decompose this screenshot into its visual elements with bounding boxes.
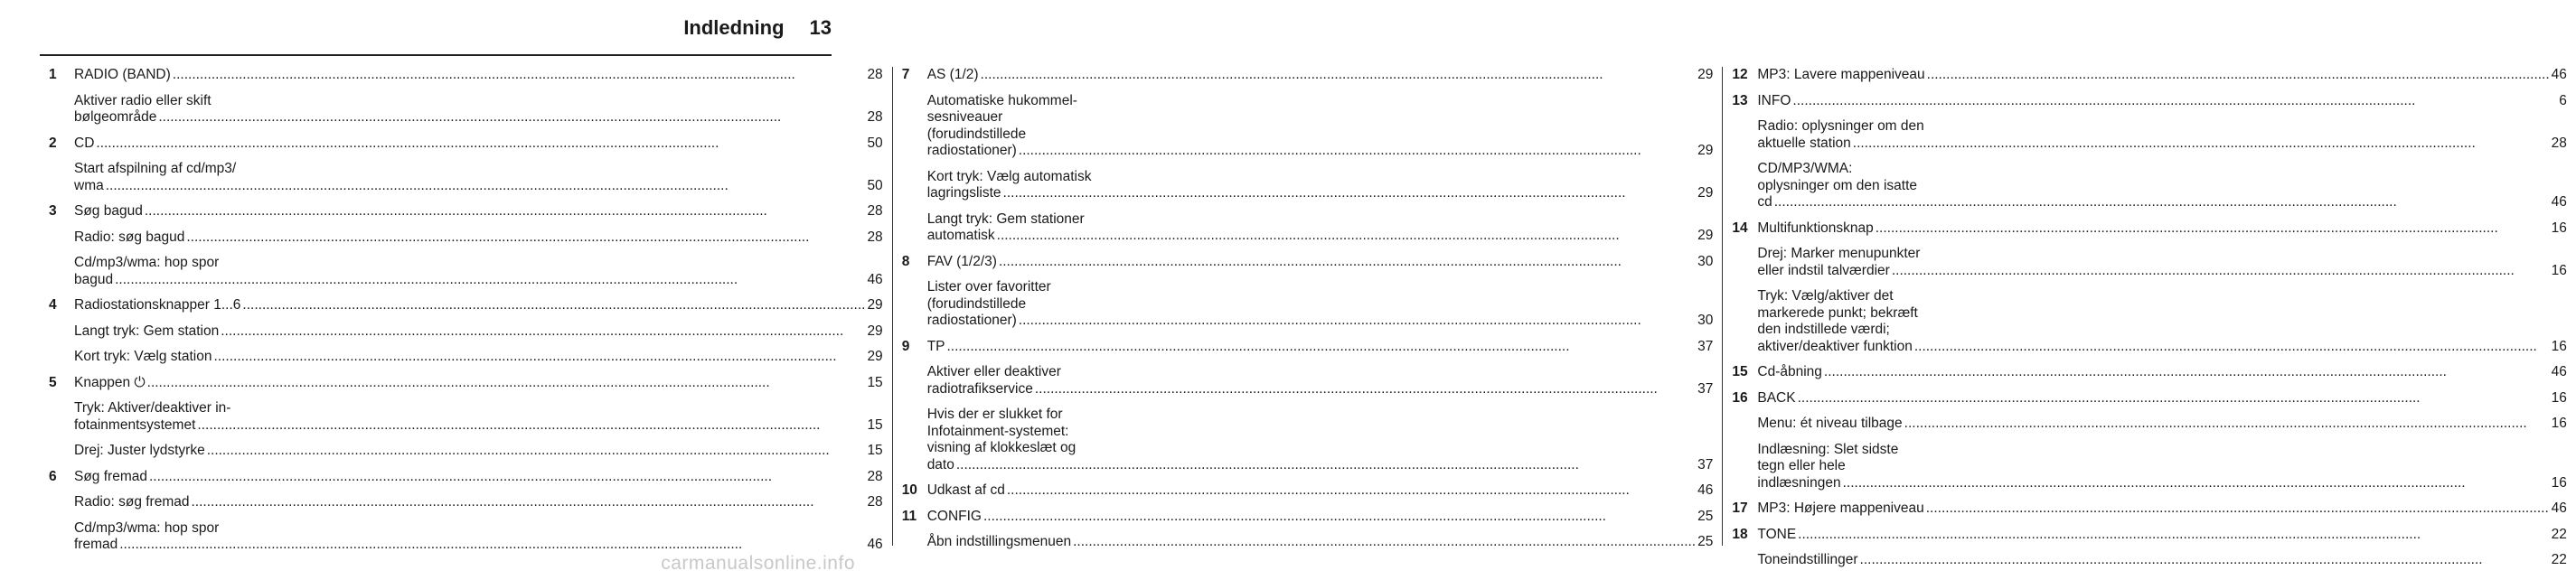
entry-body	[74, 297, 883, 375]
entry-line	[927, 93, 1714, 160]
entry-text: Radiostationsknapper 1...6	[74, 297, 241, 313]
column-3	[1722, 67, 2576, 567]
entry-line	[1757, 288, 2567, 355]
entry-number: 1	[49, 67, 57, 82]
entry-line	[74, 443, 883, 460]
dot-leader	[213, 349, 865, 366]
dot-leader	[158, 109, 865, 126]
entry-text: Cd/mp3/wma: hop spor	[74, 255, 220, 270]
entry-text: Aktiver eller deaktiver	[926, 364, 1061, 379]
entry-page-ref: 29	[1697, 143, 1714, 158]
entry-leader	[927, 67, 1714, 84]
entry-text: Hvis der er slukket for	[926, 407, 1063, 422]
entry-leader	[74, 272, 883, 289]
entry-body	[927, 339, 1714, 483]
entry-leader	[74, 178, 883, 195]
dot-leader	[1876, 220, 2550, 238]
entry-leader	[1757, 339, 2567, 356]
entry-leader	[1757, 527, 2567, 544]
entry-number: 11	[901, 508, 917, 524]
entry-text: Start afspilning af cd/mp3/	[74, 161, 237, 176]
entry-number: 3	[49, 203, 57, 219]
entry-page-ref: 46	[2551, 194, 2567, 210]
entry-text: radiotrafikservice	[926, 380, 1033, 397]
entry-line	[1757, 67, 2567, 84]
entry-line	[74, 136, 883, 153]
dot-leader	[999, 254, 1696, 271]
dot-leader	[981, 67, 1697, 84]
entry-line	[74, 93, 883, 126]
index-entry	[1732, 93, 2567, 220]
index-entry	[49, 67, 883, 136]
dot-leader	[1914, 339, 2550, 356]
entry-page-ref: 46	[867, 537, 883, 552]
dot-leader	[1824, 364, 2550, 381]
dot-leader	[997, 228, 1696, 245]
entry-page-ref: 46	[1697, 482, 1714, 498]
entry-text: TONE	[1757, 526, 1797, 542]
index-entry	[1732, 527, 2567, 578]
entry-text: dato	[926, 456, 954, 472]
entry-leader	[927, 254, 1714, 271]
entry-leader	[74, 323, 883, 341]
dot-leader	[1003, 185, 1697, 202]
index-entry	[1732, 67, 2567, 93]
entry-text: TP	[926, 338, 945, 354]
entry-text: AS (1/2)	[926, 67, 979, 82]
column-1	[40, 67, 892, 552]
dot-leader	[1892, 263, 2550, 280]
entry-page-ref: 28	[867, 468, 883, 484]
entry-leader	[1757, 220, 2567, 238]
page-title: Indledning	[683, 16, 785, 39]
entry-line	[927, 279, 1714, 330]
entry-text: CONFIG	[926, 508, 982, 524]
dot-leader	[1798, 527, 2550, 544]
entry-line	[927, 509, 1714, 526]
dot-leader	[145, 203, 866, 220]
entry-text: INFO	[1757, 92, 1791, 108]
entry-text: MP3: Højere mappeniveau	[1757, 500, 1924, 516]
entry-text: Søg fremad	[74, 468, 147, 484]
entry-line	[1757, 527, 2567, 544]
entry-body	[1757, 364, 2567, 390]
entry-page-ref: 50	[867, 177, 883, 193]
dot-leader	[106, 178, 866, 195]
entry-page-ref: 46	[2551, 500, 2567, 516]
dot-leader	[983, 509, 1696, 526]
dot-leader	[1927, 67, 2550, 84]
entry-page-ref: 16	[2551, 220, 2567, 236]
entry-number: 4	[49, 297, 57, 313]
dot-leader	[1035, 381, 1696, 398]
entry-leader	[927, 534, 1714, 551]
entry-text: Kort tryk: Vælg automatisk	[926, 168, 1092, 184]
entry-text: Radio: søg fremad	[74, 494, 190, 510]
index-entry	[902, 482, 1714, 509]
entry-text: Knappen ⏻	[74, 374, 146, 390]
entry-page-ref: 25	[1697, 534, 1714, 549]
entry-text: tegn eller hele	[1757, 458, 1846, 473]
dot-leader	[192, 494, 866, 511]
entry-page-ref: 22	[2551, 552, 2567, 567]
entry-line	[74, 375, 883, 392]
entry-page-ref: 37	[1697, 380, 1714, 397]
entry-leader	[927, 482, 1714, 500]
entry-leader	[1757, 552, 2567, 569]
entry-page-ref: 29	[867, 349, 883, 364]
entry-body	[74, 136, 883, 204]
entry-body	[1757, 93, 2567, 220]
entry-leader	[1757, 390, 2567, 407]
entry-page-ref: 28	[867, 203, 883, 219]
entry-line	[74, 67, 883, 84]
entry-leader	[1757, 364, 2567, 381]
entry-page-ref: 16	[2551, 389, 2567, 406]
entry-text: Drej: Juster lydstyrke	[74, 443, 205, 458]
index-entry	[902, 509, 1714, 560]
entry-number: 13	[1732, 92, 1748, 108]
entry-body	[1757, 220, 2567, 365]
entry-body	[927, 67, 1714, 254]
entry-page-ref: 46	[2551, 364, 2567, 379]
entry-page-ref: 29	[1697, 228, 1714, 243]
entry-line	[74, 255, 883, 288]
index-entry	[1732, 390, 2567, 501]
dot-leader	[173, 67, 866, 84]
entry-text: Drej: Marker menupunkter	[1757, 246, 1921, 261]
entry-leader	[74, 203, 883, 220]
entry-body	[927, 482, 1714, 509]
entry-body	[1757, 500, 2567, 527]
entry-text: wma	[74, 177, 104, 193]
entry-leader	[927, 228, 1714, 245]
entry-text: Langt tryk: Gem stationer	[926, 210, 1085, 227]
entry-text: Langt tryk: Gem station	[74, 323, 220, 339]
entry-leader	[74, 297, 883, 314]
entry-line	[74, 323, 883, 341]
page-number: 13	[809, 16, 832, 39]
entry-page-ref: 30	[1697, 313, 1714, 328]
entry-text: Menu: ét niveau tilbage	[1757, 416, 1903, 431]
entry-number: 5	[49, 374, 57, 390]
entry-page-ref: 15	[867, 416, 883, 433]
entry-page-ref: 37	[1697, 338, 1714, 354]
entry-page-ref: 29	[867, 297, 883, 313]
entry-number: 16	[1732, 389, 1748, 406]
entry-body	[74, 375, 883, 469]
entry-line	[74, 520, 883, 554]
dot-leader	[221, 323, 865, 341]
dot-leader	[1073, 534, 1696, 551]
entry-page-ref: 25	[1697, 508, 1714, 524]
entry-line	[927, 364, 1714, 398]
entry-leader	[1757, 136, 2567, 153]
entry-leader	[74, 375, 883, 392]
entry-text: fremad	[74, 537, 118, 552]
entry-text: lagringsliste	[926, 185, 1001, 201]
entry-number: 18	[1732, 526, 1748, 542]
entry-text: Tryk: Aktiver/deaktiver in-	[74, 400, 231, 416]
watermark: carmanualsonline.info	[661, 553, 855, 574]
entry-body	[1757, 390, 2567, 501]
entry-leader	[74, 109, 883, 126]
entry-line	[927, 254, 1714, 271]
entry-number: 12	[1732, 67, 1748, 82]
entry-line	[927, 211, 1714, 245]
dot-leader	[1843, 475, 2550, 492]
entry-leader	[1757, 194, 2567, 211]
entry-line	[927, 67, 1714, 84]
entry-line	[927, 407, 1714, 473]
entry-body	[927, 254, 1714, 339]
entry-page-ref: 16	[2551, 338, 2567, 354]
entry-line	[74, 400, 883, 434]
entry-page-ref: 6	[2559, 92, 2567, 108]
entry-page-ref: 46	[2551, 67, 2567, 82]
entry-number: 8	[901, 253, 910, 269]
entry-text: indlæsningen	[1757, 474, 1841, 491]
entry-text: Infotainment-systemet:	[926, 423, 1069, 439]
entry-number: 15	[1732, 364, 1748, 379]
entry-line	[1757, 161, 2567, 211]
entry-line	[74, 161, 883, 194]
entry-body	[1757, 67, 2567, 93]
header-rule	[40, 54, 832, 56]
entry-leader	[927, 185, 1714, 202]
dot-leader	[96, 136, 865, 153]
entry-page-ref: 28	[867, 494, 883, 510]
entry-leader	[74, 67, 883, 84]
entry-page-ref: 28	[867, 67, 883, 82]
dot-leader	[207, 443, 866, 460]
entry-line	[74, 203, 883, 220]
entry-line	[74, 229, 883, 247]
dot-leader	[1774, 194, 2550, 211]
entry-leader	[74, 537, 883, 554]
entry-text: RADIO (BAND)	[74, 67, 171, 82]
dot-leader	[119, 537, 865, 554]
entry-page-ref: 28	[2551, 135, 2567, 151]
dot-leader	[147, 375, 866, 392]
entry-page-ref: 28	[867, 109, 883, 125]
entry-text: Radio: søg bagud	[74, 229, 185, 245]
dot-leader	[149, 469, 865, 486]
entry-leader	[74, 136, 883, 153]
entry-text: sesniveauer	[926, 109, 1003, 125]
entry-page-ref: 46	[867, 271, 883, 287]
entry-leader	[927, 509, 1714, 526]
entry-leader	[74, 349, 883, 366]
entry-text: (forudindstillede	[926, 126, 1027, 142]
entry-line	[927, 534, 1714, 551]
entry-number: 9	[901, 338, 910, 354]
dot-leader	[1860, 552, 2550, 569]
entry-leader	[1757, 416, 2567, 433]
entry-leader	[74, 229, 883, 247]
entry-text: aktiver/deaktiver funktion	[1757, 338, 1913, 354]
entry-leader	[927, 339, 1714, 356]
entry-leader	[74, 469, 883, 486]
entry-text: visning af klokkeslæt og	[926, 440, 1076, 455]
entry-leader	[927, 457, 1714, 474]
entry-line	[1757, 442, 2567, 492]
entry-page-ref: 50	[867, 135, 883, 151]
index-entry	[902, 254, 1714, 339]
index-entry	[902, 339, 1714, 483]
entry-leader	[74, 494, 883, 511]
entry-page-ref: 22	[2551, 526, 2567, 542]
entry-page-ref: 16	[2551, 416, 2567, 431]
entry-line	[1757, 500, 2567, 518]
dot-leader	[115, 272, 865, 289]
dot-leader	[1904, 416, 2550, 433]
entry-text: aktuelle station	[1757, 135, 1851, 151]
dot-leader	[1792, 93, 2557, 110]
entry-text: Tryk: Vælg/aktiver det	[1757, 288, 1894, 304]
index-entry	[49, 375, 883, 469]
entry-text: cd	[1757, 194, 1772, 210]
entry-line	[1757, 118, 2567, 152]
entry-text: Udkast af cd	[926, 482, 1005, 498]
entry-text: Cd/mp3/wma: hop spor	[74, 519, 220, 536]
index-entry	[49, 203, 883, 297]
entry-text: FAV (1/2/3)	[926, 253, 997, 269]
dot-leader	[1853, 136, 2550, 153]
entry-body	[74, 203, 883, 297]
entry-leader	[1757, 67, 2567, 84]
entry-text: oplysninger om den isatte	[1757, 177, 1918, 193]
entry-text: Multifunktionsknap	[1757, 220, 1874, 236]
entry-text: bølgeområde	[74, 109, 157, 125]
entry-page-ref: 16	[2551, 474, 2567, 491]
entry-leader	[1757, 475, 2567, 492]
dot-leader	[242, 297, 865, 314]
entry-body	[74, 67, 883, 136]
entry-text: fotainmentsystemet	[74, 416, 196, 433]
entry-line	[74, 469, 883, 486]
entry-number: 14	[1732, 220, 1748, 236]
entry-text: Lister over favoritter	[926, 279, 1051, 295]
entry-line	[1757, 552, 2567, 569]
entry-page-ref: 29	[1697, 67, 1714, 82]
entry-number: 17	[1732, 500, 1748, 516]
entry-text: radiostationer)	[926, 143, 1017, 158]
entry-body	[927, 509, 1714, 560]
entry-text: bagud	[74, 271, 114, 287]
entry-text: Radio: oplysninger om den	[1757, 118, 1924, 134]
dot-leader	[956, 457, 1696, 474]
entry-page-ref: 29	[867, 323, 883, 339]
dot-leader	[1007, 482, 1696, 500]
entry-body	[1757, 527, 2567, 578]
entry-text: CD/MP3/WMA:	[1757, 161, 1853, 176]
entry-leader	[74, 443, 883, 460]
entry-leader	[1757, 93, 2567, 110]
column-2	[892, 67, 1723, 549]
entry-text: den indstillede værdi;	[1757, 322, 1890, 337]
entry-leader	[927, 381, 1714, 398]
dot-leader	[1019, 313, 1696, 330]
entry-page-ref: 16	[2551, 262, 2567, 278]
index-entry	[902, 67, 1714, 254]
entry-number: 10	[901, 482, 917, 498]
dot-leader	[1019, 143, 1696, 160]
index-entry	[1732, 500, 2567, 527]
index-entry	[1732, 220, 2567, 365]
entry-line	[1757, 93, 2567, 110]
entry-page-ref: 15	[867, 374, 883, 390]
entry-leader	[1757, 500, 2567, 518]
entry-text: eller indstil talværdier	[1757, 262, 1890, 278]
page-header	[683, 16, 832, 40]
dot-leader	[1798, 390, 2550, 407]
dot-leader	[947, 339, 1697, 356]
entry-line	[74, 494, 883, 511]
entry-line	[1757, 416, 2567, 433]
entry-text: Søg bagud	[74, 203, 143, 219]
entry-line	[1757, 390, 2567, 407]
entry-text: radiostationer)	[926, 313, 1017, 328]
entry-text: (forudindstillede	[926, 295, 1027, 312]
entry-text: Indlæsning: Slet sidste	[1757, 441, 1899, 457]
entry-line	[927, 169, 1714, 202]
entry-line	[74, 297, 883, 314]
entry-text: MP3: Lavere mappeniveau	[1757, 67, 1925, 82]
entry-line	[74, 349, 883, 366]
entry-line	[1757, 364, 2567, 381]
entry-text: Åbn indstillingsmenuen	[926, 534, 1072, 549]
entry-line	[927, 482, 1714, 500]
entry-line	[1757, 220, 2567, 238]
entry-leader	[1757, 263, 2567, 280]
entry-leader	[927, 143, 1714, 160]
index-entry	[49, 469, 883, 563]
entry-page-ref: 28	[867, 229, 883, 245]
entry-number: 2	[49, 135, 57, 151]
index-entry	[49, 136, 883, 204]
entry-page-ref: 15	[867, 443, 883, 458]
entry-text: CD	[74, 135, 95, 151]
entry-page-ref: 30	[1697, 253, 1714, 269]
entry-text: markerede punkt; bekræft	[1757, 304, 1918, 321]
entry-page-ref: 37	[1697, 456, 1714, 472]
entry-text: automatisk	[926, 228, 995, 243]
entry-page-ref: 29	[1697, 185, 1714, 201]
entry-text: Toneindstillinger	[1757, 552, 1858, 567]
entry-body	[74, 469, 883, 563]
dot-leader	[1926, 500, 2550, 518]
entry-text: Cd-åbning	[1757, 364, 1822, 379]
entry-text: BACK	[1757, 389, 1796, 406]
index-entry	[1732, 364, 2567, 390]
entry-line	[1757, 246, 2567, 279]
dot-leader	[197, 417, 865, 435]
dot-leader	[186, 229, 865, 247]
entry-leader	[927, 313, 1714, 330]
entry-line	[927, 339, 1714, 356]
entry-number: 6	[49, 468, 57, 484]
index-entry	[49, 297, 883, 375]
entry-text: Aktiver radio eller skift	[74, 92, 212, 108]
entry-text: Kort tryk: Vælg station	[74, 349, 212, 364]
entry-text: Automatiske hukommel-	[926, 92, 1077, 108]
entry-leader	[74, 417, 883, 435]
entry-number: 7	[901, 67, 910, 82]
